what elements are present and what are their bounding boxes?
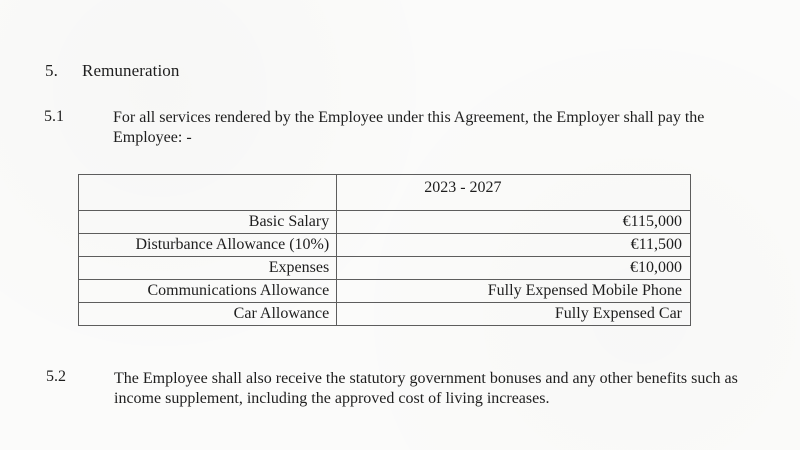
table-label-cell: Basic Salary [79,211,337,234]
clause-text-5-1: For all services rendered by the Employee under this Agreement, the Employer shall pay the Employee: - [113,109,705,146]
section-heading [45,61,180,81]
table-label-cell: Disturbance Allowance (10%) [79,234,337,257]
table-row [79,280,691,303]
clause-text-5-2: The Employee shall also receive the statutory government bonuses and any other benefits such as income supplement, including the approved cost of living increases. [114,370,738,407]
table-header-row [79,175,691,211]
section-title: Remuneration [82,61,180,80]
table-value-cell: €10,000 [337,257,691,280]
table-row [79,303,691,326]
table-row [79,211,691,234]
table-value-cell: €115,000 [337,211,691,234]
table-header-empty-cell [79,175,337,211]
clause-number-5-2: 5.2 [46,368,66,385]
table-label-cell: Expenses [79,257,337,280]
table-label-cell: Car Allowance [79,303,337,326]
table-value-cell: €11,500 [337,234,691,257]
clause-number-5-1: 5.1 [44,108,64,125]
table-value-cell: Fully Expensed Car [337,303,691,326]
table-label-cell: Communications Allowance [79,280,337,303]
table-value-cell: Fully Expensed Mobile Phone [337,280,691,303]
table-period-header: 2023 - 2027 [337,175,691,211]
table-row [79,234,691,257]
section-number: 5. [45,61,58,80]
table-row [79,257,691,280]
remuneration-table [78,174,691,326]
